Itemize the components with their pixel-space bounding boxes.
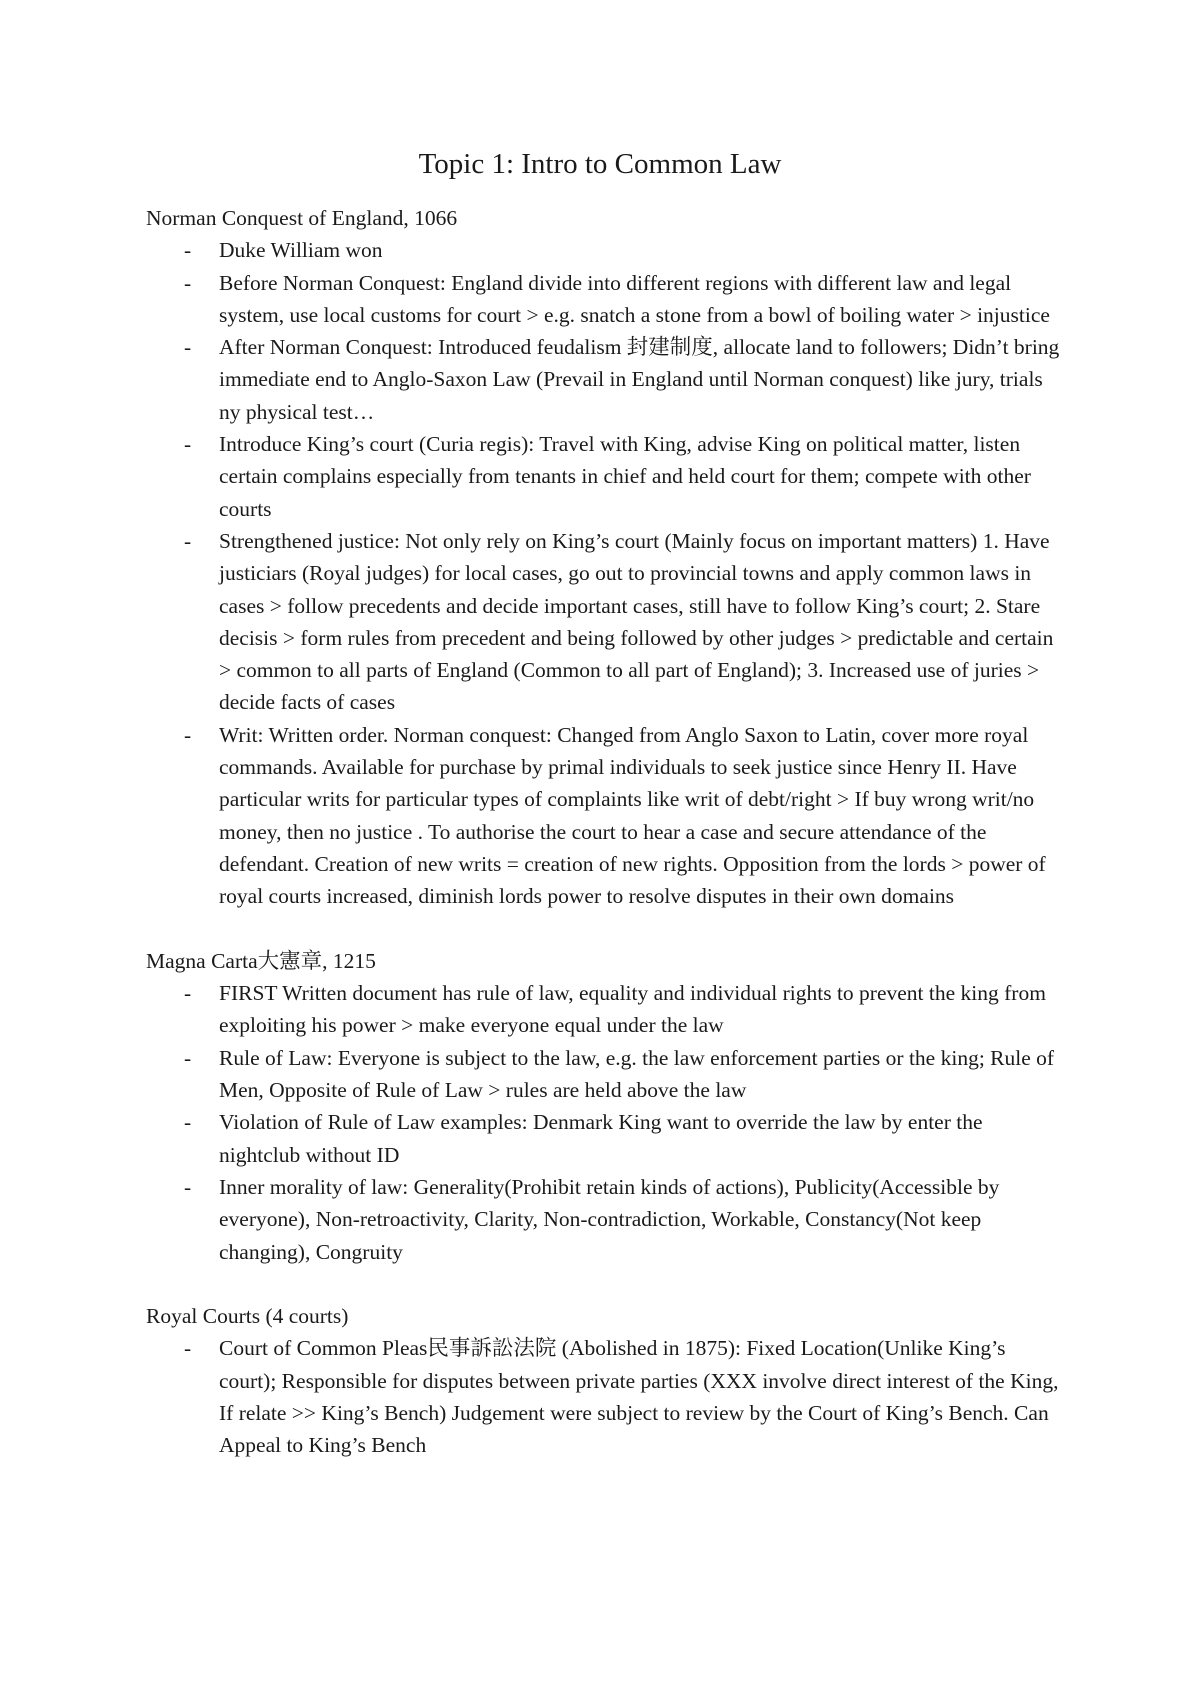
list-item — [146, 1042, 1066, 1107]
bullet-list — [146, 234, 1066, 912]
list-item-text: Court of Common Pleas民事訴訟法院 (Abolished in 1875): Fixed Location(Unlike King’s court); Responsible for disputes between private parties (XXX involve direct interest of the King, If relate >> King’s Bench) Judgement were subject to review by the Court of King’s Bench. Can Appeal to King’s Bench — [219, 1336, 1059, 1458]
bullet-dash: - — [184, 1174, 192, 1199]
bullet-dash: - — [184, 1110, 192, 1135]
list-item — [146, 234, 1066, 266]
bullet-dash: - — [184, 528, 192, 553]
section-spacer — [0, 913, 1200, 945]
section-norman-conquest — [146, 202, 1066, 913]
section-royal-courts — [146, 1300, 1066, 1461]
list-item — [146, 525, 1066, 719]
bullet-dash: - — [184, 238, 192, 263]
bullet-dash: - — [184, 335, 192, 360]
list-item — [146, 1106, 1066, 1171]
list-item — [146, 977, 1066, 1042]
list-item-text: Writ: Written order. Norman conquest: Changed from Anglo Saxon to Latin, cover more royal commands. Available for purchase by primal individuals to seek justice since Henry II. Have particular writs for particular types of complaints like writ of debt/right > If buy wrong writ/no money, then no justice . To authorise the court to hear a case and secure attendance of the defendant. Creation of new writs = creation of new rights. Opposition from the lords > power of royal courts increased, diminish lords power to resolve disputes in their own domains — [219, 722, 1046, 909]
section-heading: Norman Conquest of England, 1066 — [146, 206, 458, 230]
section-heading: Magna Carta大憲章, 1215 — [146, 948, 376, 973]
bullet-dash: - — [184, 270, 192, 295]
list-item-text: Duke William won — [219, 238, 383, 263]
list-item-text: After Norman Conquest: Introduced feudalism 封建制度, allocate land to followers; Didn’t bring immediate end to Anglo-Saxon Law (Prevail in England until Norman conquest) like jury, trials ny physical test… — [219, 335, 1060, 424]
section-heading: Royal Courts (4 courts) — [146, 1304, 349, 1329]
list-item-text: Inner morality of law: Generality(Prohibit retain kinds of actions), Publicity(Accessible by everyone), Non-retroactivity, Clarity, Non-contradiction, Workable, Constancy(Not keep changing), Congruity — [219, 1174, 1000, 1264]
bullet-dash: - — [184, 722, 192, 747]
list-item — [146, 428, 1066, 525]
bullet-dash: - — [184, 981, 192, 1006]
list-item-text: Before Norman Conquest: England divide into different regions with different law and legal system, use local customs for court > e.g. snatch a stone from a bowl of boiling water > injustice — [219, 270, 1050, 327]
section-spacer — [0, 1268, 1200, 1300]
list-item — [146, 719, 1066, 913]
list-item — [146, 1332, 1066, 1461]
list-item — [146, 331, 1066, 428]
list-item-text: Violation of Rule of Law examples: Denmark King want to override the law by enter the nightclub without ID — [219, 1110, 983, 1167]
bullet-list — [146, 1332, 1066, 1461]
list-item — [146, 1171, 1066, 1268]
bullet-dash: - — [184, 432, 192, 457]
bullet-list — [146, 977, 1066, 1268]
section-magna-carta — [146, 945, 1066, 1268]
list-item-text: Rule of Law: Everyone is subject to the law, e.g. the law enforcement parties or the king; Rule of Men, Opposite of Rule of Law > rules are held above the law — [219, 1045, 1055, 1103]
list-item-text: FIRST Written document has rule of law, equality and individual rights to prevent the king from exploiting his power > make everyone equal under the law — [219, 981, 1046, 1038]
page-title: Topic 1: Intro to Common Law — [418, 148, 782, 180]
list-item-text: Introduce King’s court (Curia regis): Travel with King, advise King on political matter, listen certain complains especially from tenants in chief and held court for them; compete with other courts — [219, 432, 1031, 521]
list-item — [146, 267, 1066, 332]
list-item-text: Strengthened justice: Not only rely on King’s court (Mainly focus on important matters) 1. Have justiciars (Royal judges) for local cases, go out to provincial towns and apply common laws in cases > follow precedents and decide important cases, still have to follow King’s court; 2. Stare decisis > form rules from precedent and being followed by other judges > predictable and certain > common to all parts of England (Common to all part of England); 3. Increased use of juries > decide facts of cases — [219, 528, 1054, 715]
bullet-dash: - — [184, 1336, 192, 1361]
bullet-dash: - — [184, 1045, 192, 1070]
